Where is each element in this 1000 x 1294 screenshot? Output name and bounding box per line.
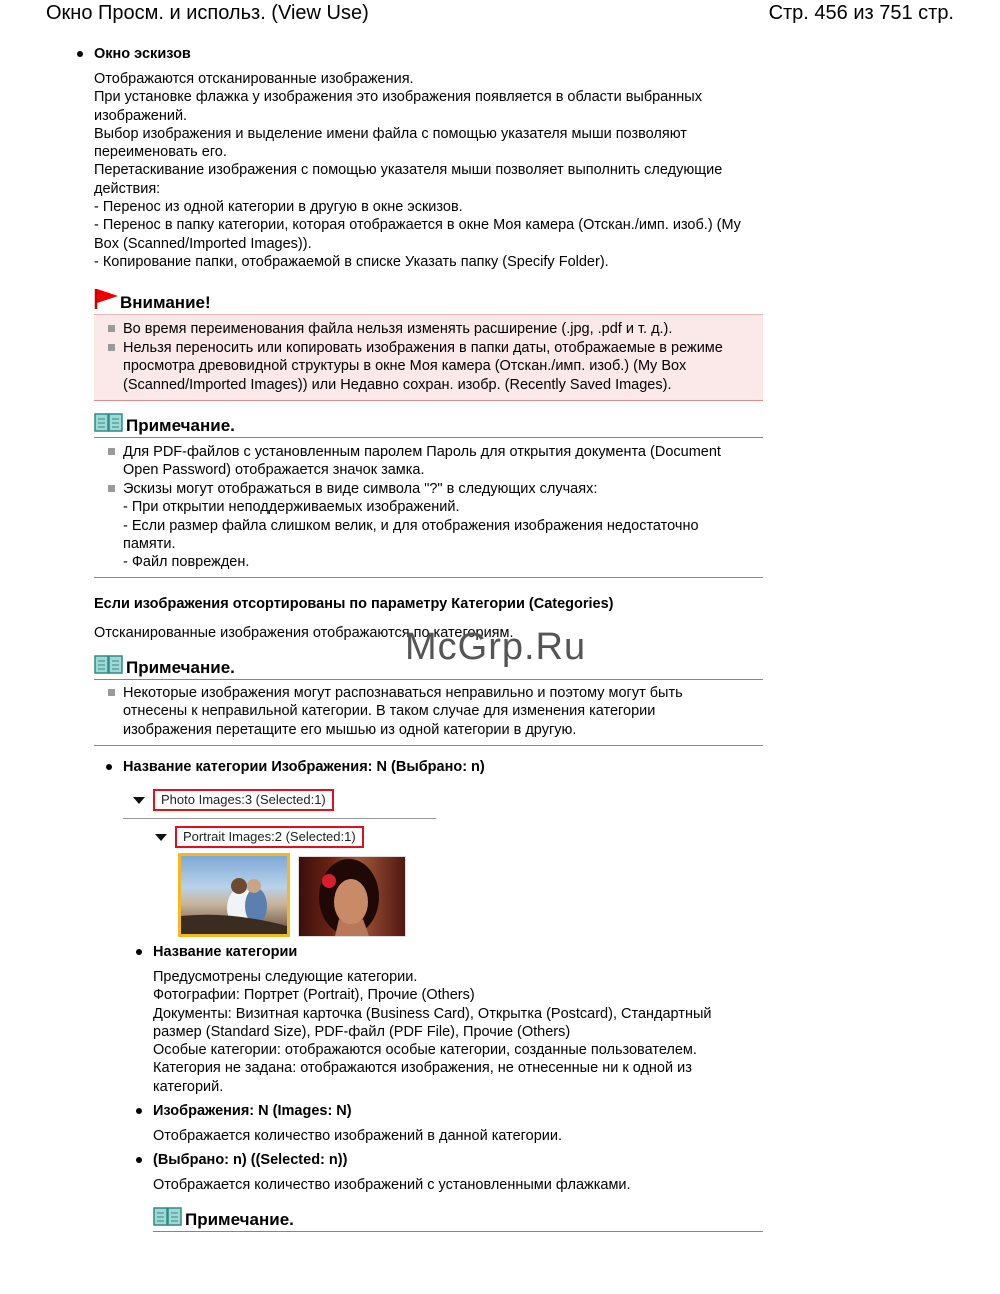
bullet-dot: [77, 51, 83, 57]
document-title: Окно Просм. и использ. (View Use): [46, 2, 369, 24]
thumbnail-selected[interactable]: [178, 853, 290, 937]
categories-description: Отсканированные изображения отображаются по категориям.: [94, 625, 514, 641]
subsection-title: Изображения: N (Images: N): [153, 1103, 352, 1119]
note-heading: Примечание.: [126, 416, 235, 435]
thumbnails-description: Отображаются отсканированные изображения. При установке флажка у изображения это изображения появляется в области выбранных изображений. Выбор изображения и выделение имени файла с помощью указателя мыши позволяют переименовать его. Перетаскивание изображения с помощью указателя мыши позволяет выполнить следующие действия: - Перенос из одной категории в другую в окне эскизов. - Перенос в папку категории, которая отображается в окне Моя камера (Отскан./имп. изоб.) (My Box (Scanned/Imported Images)). - Копирование папки, отображаемой в списке Указать папку (Specify Folder).: [94, 71, 741, 270]
bullet-dot: [136, 1108, 142, 1114]
category-name-heading: Название категории Изображения: N (Выбрано: n): [123, 759, 485, 775]
bullet-dot: [106, 764, 112, 770]
note-item: Некоторые изображения могут распознаваться неправильно и поэтому могут быть отнесены к неправильной категории. В таком случае для изменения категории изображения перетащите его мышью из одной категории в другую.: [123, 685, 683, 738]
list-bullet: [108, 448, 115, 455]
selected-description: Отображается количество изображений с установленными флажками.: [153, 1177, 631, 1193]
caution-item: Нельзя переносить или копировать изображения в папки даты, отображаемые в режиме просмотра древовидной структуры в окне Моя камера (Отскан./имп. изоб.) (My Box (Scanned/Imported Images)) или Недавно сохран. изобр. (Recently Saved Images).: [123, 340, 723, 393]
list-bullet: [108, 485, 115, 492]
note-rule: [94, 745, 763, 746]
section-title-thumbnails: Окно эскизов: [94, 46, 191, 62]
bullet-dot: [136, 949, 142, 955]
subsection-title: (Выбрано: n) ((Selected: n)): [153, 1152, 348, 1168]
note-rule: [94, 577, 763, 578]
subsection-title: Название категории: [153, 944, 298, 960]
list-bullet: [108, 325, 115, 332]
book-icon: [94, 654, 124, 676]
book-icon: [94, 412, 124, 434]
photo-category-label[interactable]: Photo Images:3 (Selected:1): [153, 789, 334, 811]
caution-heading: Внимание!: [120, 293, 211, 312]
watermark: McGrp.Ru: [405, 626, 587, 668]
note-rule: [153, 1231, 763, 1232]
page-counter: Стр. 456 из 751 стр.: [768, 2, 954, 24]
thumbnail[interactable]: [298, 856, 406, 937]
list-bullet: [108, 689, 115, 696]
bullet-dot: [136, 1157, 142, 1163]
note-item: Эскизы могут отображаться в виде символа "?" в следующих случаях: - При открытии неподдерживаемых изображений. - Если размер файла слишком велик, и для отображения изображения недостаточно памяти. - Файл поврежден.: [123, 481, 699, 571]
note-rule: [94, 437, 763, 438]
caution-item: Во время переименования файла нельзя изменять расширение (.jpg, .pdf и т. д.).: [123, 321, 673, 337]
book-icon: [153, 1206, 183, 1228]
section-title-categories: Если изображения отсортированы по параметру Категории (Categories): [94, 596, 614, 612]
note-item: Для PDF-файлов с установленным паролем Пароль для открытия документа (Document Open Password) отображается значок замка.: [123, 444, 721, 479]
category-name-description: Предусмотрены следующие категории. Фотографии: Портрет (Portrait), Прочие (Others) Документы: Визитная карточка (Business Card), Открытка (Postcard), Стандартный размер (Standard Size), PDF-файл (PDF File), Прочие (Others) Особые категории: отображаются особые категории, созданные пользователем. Категория не задана: отображаются изображения, не отнесенные ни к одной из категорий.: [153, 969, 712, 1095]
images-description: Отображается количество изображений в данной категории.: [153, 1128, 562, 1144]
expand-triangle-icon[interactable]: [133, 797, 145, 804]
list-bullet: [108, 344, 115, 351]
note-rule: [94, 679, 763, 680]
expand-triangle-icon[interactable]: [155, 834, 167, 841]
portrait-category-label[interactable]: Portrait Images:2 (Selected:1): [175, 826, 364, 848]
divider: [123, 818, 436, 819]
note-heading: Примечание.: [185, 1210, 294, 1229]
flag-icon: [94, 287, 120, 311]
note-heading: Примечание.: [126, 658, 235, 677]
